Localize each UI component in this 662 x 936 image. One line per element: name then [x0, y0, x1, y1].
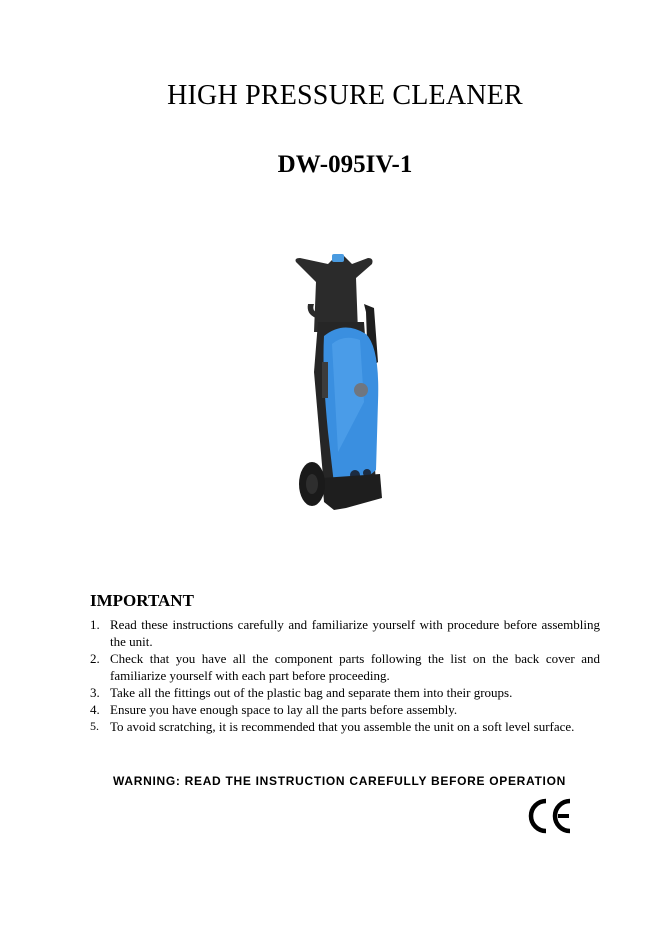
document-title: HIGH PRESSURE CLEANER: [167, 80, 523, 111]
list-item: 1. Read these instructions carefully and familiarize yourself with procedure before assembling the unit.: [90, 617, 600, 649]
pressure-washer-image: [294, 252, 390, 516]
model-number: DW-095IV-1: [277, 151, 413, 178]
warning-text: WARNING: READ THE INSTRUCTION CAREFULLY BEFORE OPERATION: [113, 774, 566, 788]
list-item: 5. To avoid scratching, it is recommended that you assemble the unit on a soft level surface.: [90, 719, 575, 734]
list-item: 3. Take all the fittings out of the plastic bag and separate them into their groups.: [90, 685, 513, 700]
important-list: [90, 616, 600, 735]
list-item: 4. Ensure you have enough space to lay all the parts before assembly.: [90, 702, 458, 717]
important-heading: IMPORTANT: [90, 591, 194, 610]
list-item: 2. Check that you have all the component parts following the list on the back cover and familiarize yourself with each part before proceeding.: [90, 651, 600, 683]
ce-mark-icon: [527, 798, 573, 834]
